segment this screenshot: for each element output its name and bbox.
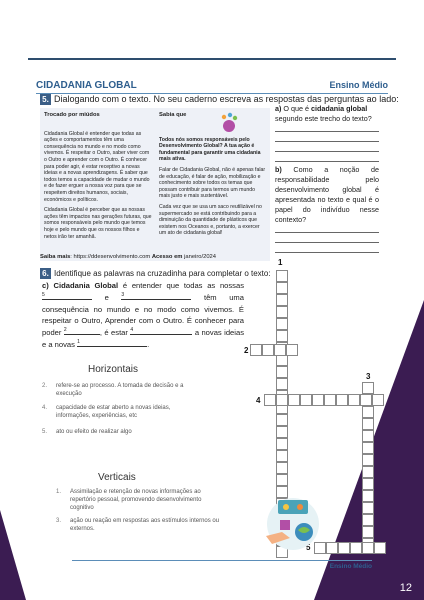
crossword-cell[interactable]: [348, 394, 360, 406]
saiba-label: Saiba mais: [40, 254, 71, 260]
c-prefix: c): [42, 281, 49, 290]
crossword-cell[interactable]: [362, 478, 374, 490]
crossword-cell[interactable]: [362, 406, 374, 418]
clue-h4: 4. capacidade de estar aberto a novas ideias, informações, experiências, etc: [42, 405, 171, 419]
crossword-cell[interactable]: [374, 542, 386, 554]
fill-in-text: c) Cidadania Global é entender que todas as nossas 5 e 3 têm uma consequência no mundo e no modo como vivemos. É respeitar o Outro, Aprender com o Outro. É conhecer para poder 2 , é estar 4 a novas ideias e a novas 1 .: [42, 281, 244, 349]
cw-number-2: 2: [244, 346, 249, 355]
blank-2[interactable]: 2: [64, 327, 100, 335]
crossword-cell[interactable]: [276, 294, 288, 306]
access-date: janeiro/2024: [184, 254, 217, 260]
column-title: Sabia que: [159, 112, 187, 118]
crossword-cell[interactable]: [276, 330, 288, 342]
crossword-cell[interactable]: [362, 514, 374, 526]
paragraph: Cidadania Global é entender que todas as ações e comportamentos têm uma consequência no mundo e no modo como vivemos. É respeitar o Outro, saber viver com o Outro e aprender com o Outro. É conhecer para poder agir, é estar receptivo a novas ideias e a novas aprendizagens. É saber que todos temos a capacidade de mudar o mundo e de fazer erguer a nossa voz para que se respeitem direitos humanos, sociais, económicos e políticos.: [44, 130, 150, 203]
answer-line[interactable]: [275, 245, 379, 253]
column-trocado: [44, 112, 152, 244]
c-text: , é estar: [99, 328, 128, 338]
crossword-cell[interactable]: [276, 366, 288, 378]
bold-paragraph: Todos nós somos responsáveis pelo Desenvolvimento Global? A tua ação é fundamental para garantir uma cidadania mais ativa.: [159, 136, 261, 163]
crossword-cell[interactable]: [276, 426, 288, 438]
crossword-cell[interactable]: [362, 542, 374, 554]
qa-text: O que é: [283, 104, 309, 113]
qb-prefix: b): [275, 165, 282, 174]
cw-number-3: 3: [366, 372, 371, 381]
crossword-cell[interactable]: [362, 430, 374, 442]
crossword-cell[interactable]: [276, 378, 288, 390]
crossword-cell[interactable]: [276, 306, 288, 318]
crossword-cell[interactable]: [276, 282, 288, 294]
answer-line[interactable]: [275, 124, 379, 132]
question-b: [275, 165, 379, 225]
verticais-title: Verticais: [98, 472, 136, 483]
paragraph: Falar de Cidadania Global, não é apenas falar de educação, é falar de ação, mobilização e conhecimento sobre todos os temas que possam contribuir para termos um mundo mais justo e mais sustentável.: [159, 166, 266, 200]
qa-rest: segundo este trecho do texto?: [275, 114, 372, 123]
column-sabia: [159, 112, 267, 241]
crossword-cell[interactable]: [286, 344, 298, 356]
answer-line[interactable]: [275, 134, 379, 142]
answer-line[interactable]: [275, 144, 379, 152]
c-text: têm uma consequência no mundo e no modo como vivemos. É respeitar o Outro, Aprender com o Outro. É conhecer para poder: [42, 292, 244, 338]
crossword-cell[interactable]: [276, 414, 288, 426]
qb-text: Como a noção de responsabilidade pelo desenvolvimento global é apresentada no texto e qual é o papel do indivíduo nesse contexto?: [275, 165, 380, 224]
blank-3[interactable]: 3: [121, 292, 191, 300]
blank-4[interactable]: 4: [130, 327, 192, 335]
c-text: é entender que todas as nossas: [122, 281, 244, 290]
crossword-cell[interactable]: [372, 394, 384, 406]
crossword-cell[interactable]: [362, 454, 374, 466]
crossword-cell[interactable]: [362, 466, 374, 478]
page-number: 12: [399, 582, 412, 594]
question-number: 5.: [40, 94, 51, 105]
crossword-cell[interactable]: [324, 394, 336, 406]
crossword-cell[interactable]: [276, 270, 288, 282]
crossword-cell[interactable]: [362, 442, 374, 454]
crossword-cell[interactable]: [336, 394, 348, 406]
crossword-cell[interactable]: [350, 542, 362, 554]
crossword-cell[interactable]: [276, 474, 288, 486]
crossword-cell[interactable]: [362, 382, 374, 394]
blank-1[interactable]: 1: [77, 339, 147, 347]
answer-line[interactable]: [275, 154, 379, 162]
footer-label: Ensino Médio: [72, 560, 372, 570]
crossword-cell[interactable]: [338, 542, 350, 554]
crossword-cell[interactable]: [362, 490, 374, 502]
crossword-cell[interactable]: [262, 344, 274, 356]
purple-decoration-left: [0, 510, 26, 600]
c-bold: Cidadania Global: [53, 281, 119, 290]
crossword-cell[interactable]: [362, 418, 374, 430]
qa-bold: cidadania global: [310, 104, 368, 113]
paragraph: Cidadania Global é perceber que as nossas ações têm impactos nas gerações futuras, que somos responsáveis pelo mundo que temos hoje e pelo mundo que os nossos filhos e netos irão ter amanhã.: [44, 207, 152, 240]
clue-h5: 5. ato ou efeito de realizar algo: [42, 429, 132, 435]
level-label: Ensino Médio: [329, 80, 388, 90]
access-label: Acesso em: [151, 254, 183, 260]
question-a: [275, 104, 379, 124]
crossword-cell[interactable]: [360, 394, 372, 406]
column-title: Trocado por miúdos: [44, 112, 100, 118]
cw-number-4: 4: [256, 396, 261, 405]
top-divider: [28, 58, 396, 60]
crossword-cell[interactable]: [276, 318, 288, 330]
question-text: Dialogando com o texto. No seu caderno escreva as respostas das perguntas ao lado:: [54, 94, 399, 104]
global-citizenship-illustration: [258, 492, 328, 552]
crossword-cell[interactable]: [264, 394, 276, 406]
qa-prefix: a): [275, 104, 282, 113]
clue-h2: 2. refere-se ao processo. A tomada de decisão e a execução: [42, 383, 184, 397]
saiba-url[interactable]: : https://ddesenvolvimento.com: [70, 254, 151, 260]
clue-v1: 1. Assimilação e retenção de novas informações ao repertório pessoal, promovendo desenvolvimento cognitivo: [56, 489, 202, 511]
section-header: [36, 80, 388, 94]
c-text: e: [104, 292, 109, 302]
paragraph: Cada vez que se usa um saco reutilizável no supermercado se está contribuindo para a diminuição da quantidade de plásticos que existem nos Oceanos e, portanto, a exercer um ato de cidadania global!: [159, 203, 262, 237]
crossword-cell[interactable]: [362, 526, 374, 538]
crossword-cell[interactable]: [288, 394, 300, 406]
clue-v3: 3. ação ou reação em respostas aos estímulos internos ou externos.: [56, 518, 220, 532]
answer-line[interactable]: [275, 235, 379, 243]
right-questions: [275, 104, 379, 255]
crossword-cell[interactable]: [274, 344, 286, 356]
thinking-head-icon: [218, 112, 240, 134]
blank-5[interactable]: 5: [42, 292, 92, 300]
crossword-cell[interactable]: [276, 462, 288, 474]
crossword-cell[interactable]: [250, 344, 262, 356]
cw-number-5: 5: [306, 543, 311, 552]
crossword-cell[interactable]: [300, 394, 312, 406]
question-number: 6.: [40, 268, 51, 279]
answer-line[interactable]: [275, 225, 379, 233]
crossword-cell[interactable]: [312, 394, 324, 406]
section-title: CIDADANIA GLOBAL: [36, 80, 137, 91]
saiba-mais: [40, 254, 216, 260]
question-text: Identifique as palavras na cruzadinha para completar o texto:: [54, 269, 271, 278]
horizontais-title: Horizontais: [88, 364, 139, 375]
crossword-cell[interactable]: [276, 438, 288, 450]
crossword-cell[interactable]: [276, 450, 288, 462]
question-6: [40, 268, 271, 279]
crossword-cell[interactable]: [276, 394, 288, 406]
crossword-cell[interactable]: [362, 502, 374, 514]
c-text: a novas ideias e a novas: [42, 328, 244, 349]
cw-number-1: 1: [278, 258, 283, 267]
